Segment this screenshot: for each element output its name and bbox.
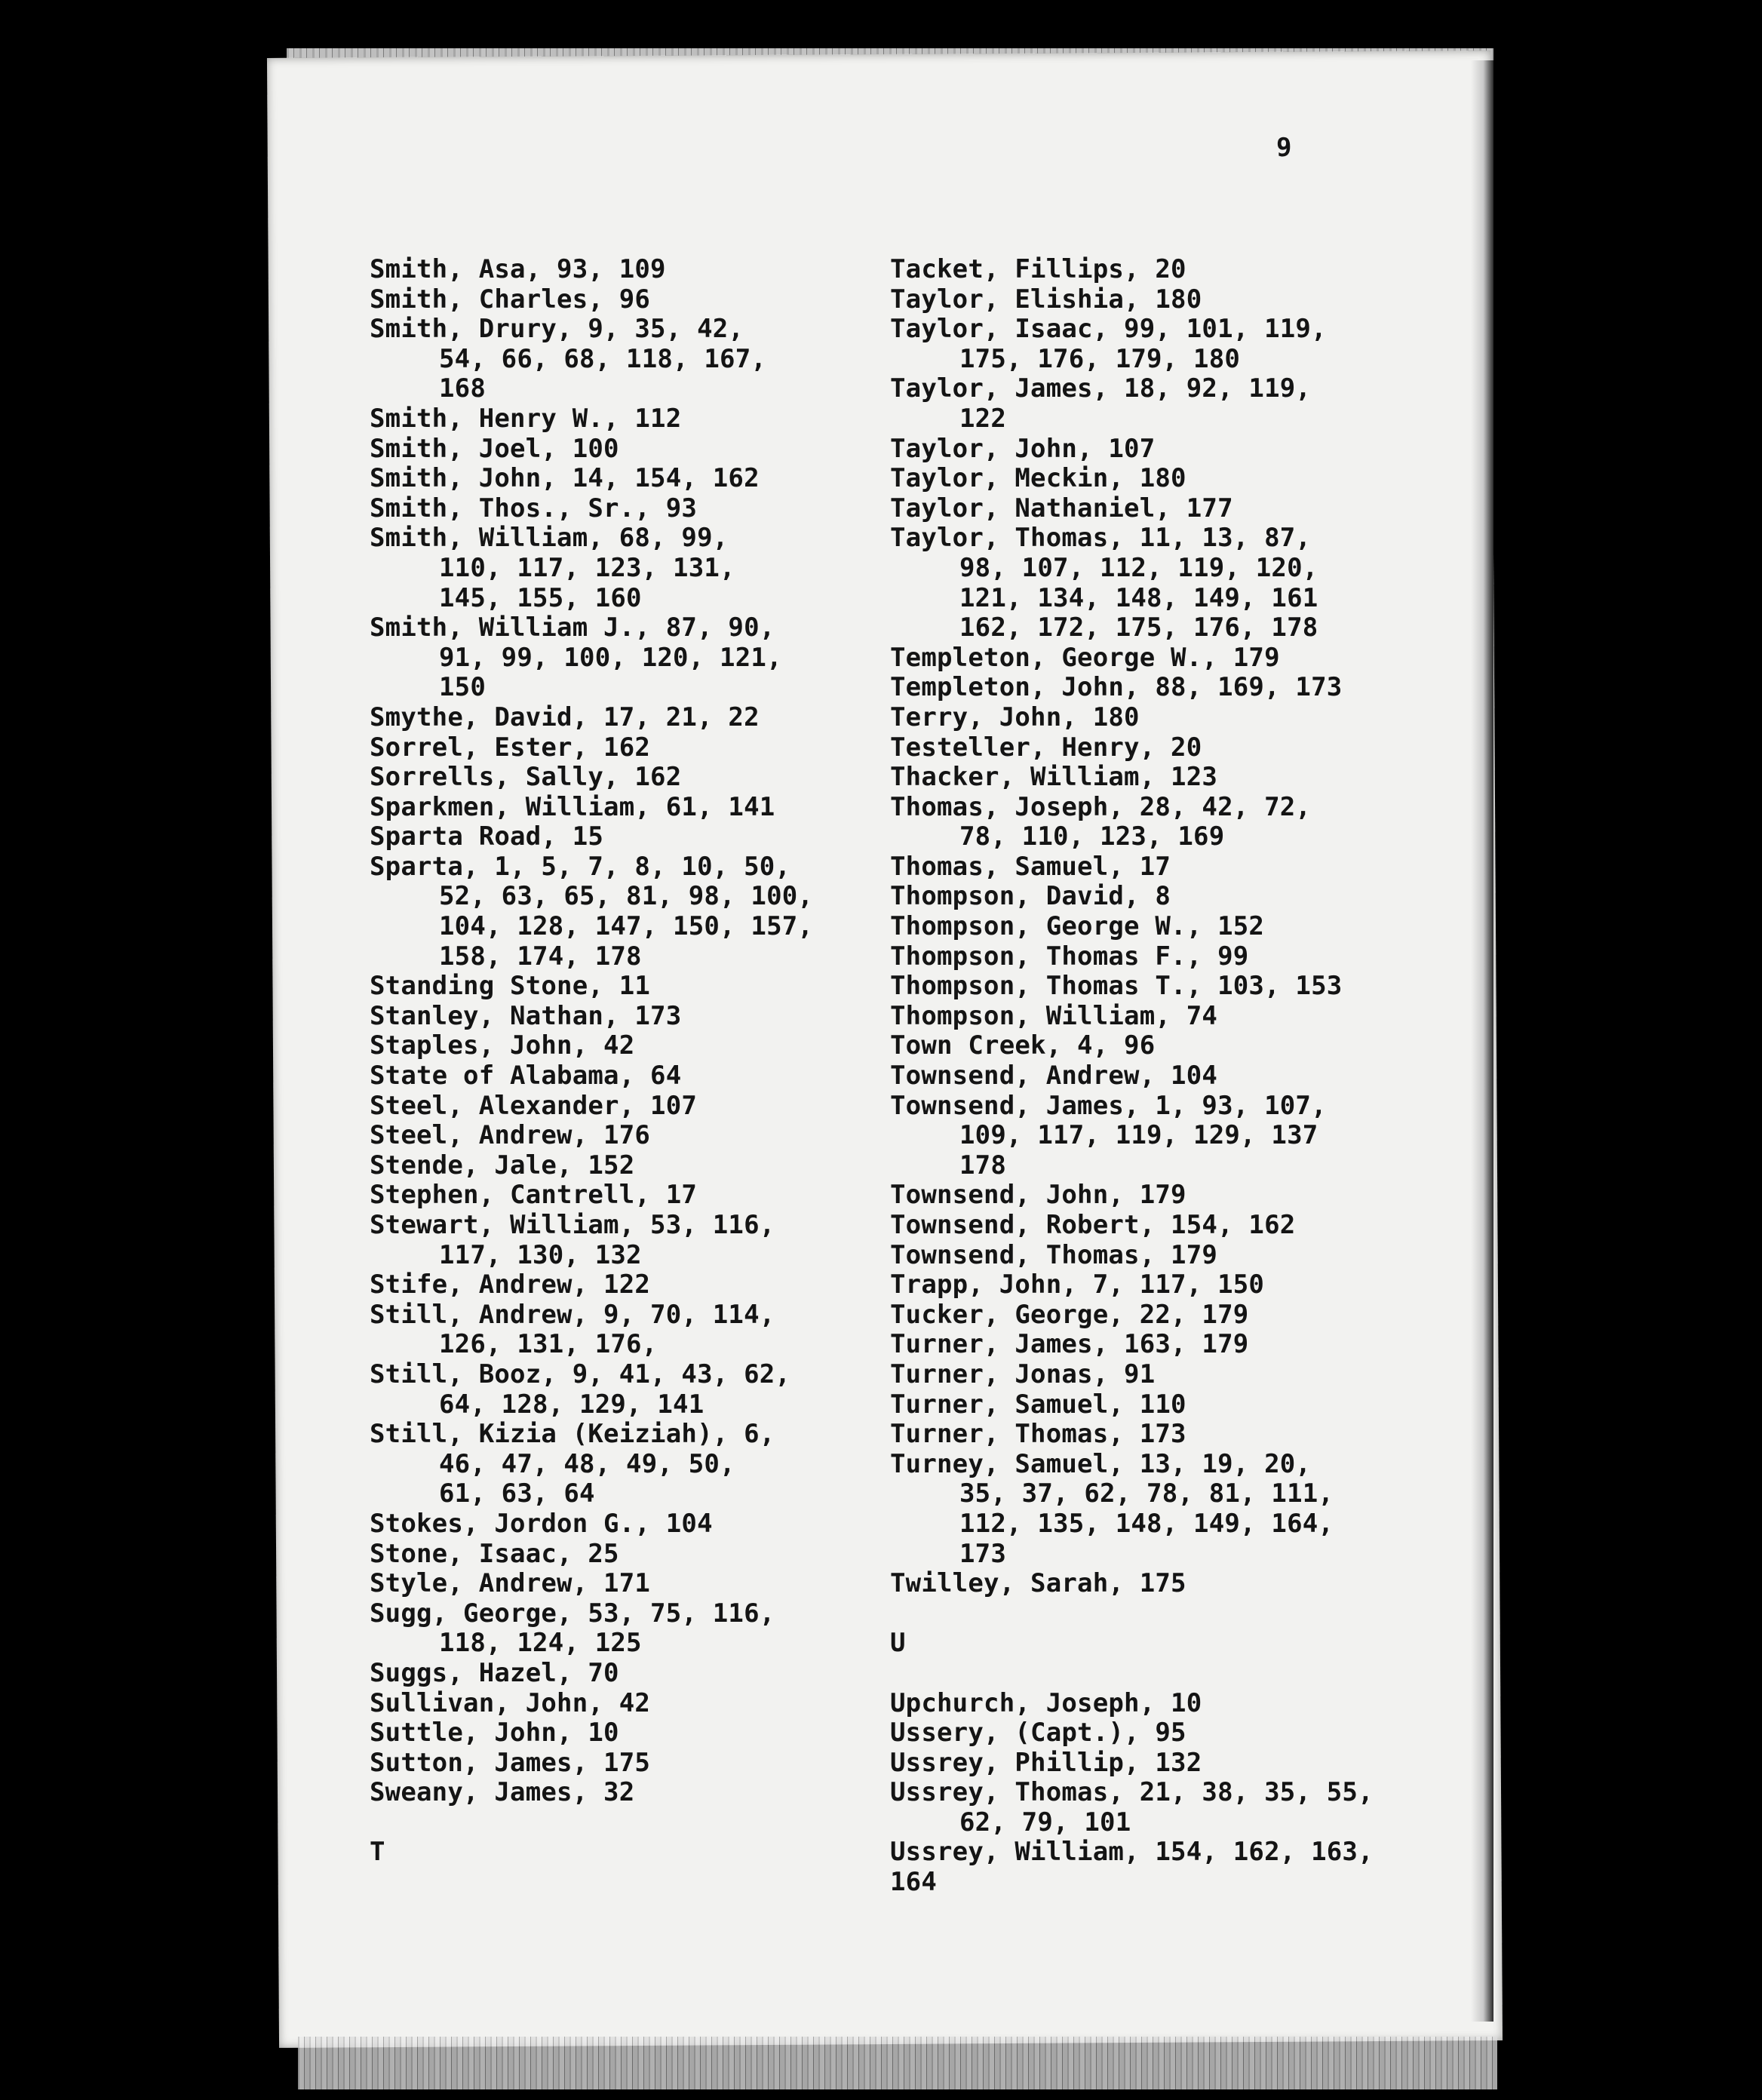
index-entry: Taylor, John, 107 <box>890 433 1156 464</box>
index-entry-continuation: 104, 128, 147, 150, 157, <box>439 911 814 942</box>
index-entry: Sullivan, John, 42 <box>370 1687 651 1718</box>
index-entry: Stife, Andrew, 122 <box>370 1270 651 1300</box>
index-entry-continuation: 109, 117, 119, 129, 137 <box>959 1120 1318 1151</box>
index-entry-continuation: 61, 63, 64 <box>439 1478 595 1509</box>
index-entry: Thacker, William, 123 <box>890 762 1218 793</box>
index-entry: Thompson, William, 74 <box>890 1000 1218 1031</box>
index-entry: Smith, Drury, 9, 35, 42, <box>370 314 744 345</box>
index-entry: Thomas, Samuel, 17 <box>890 851 1171 882</box>
index-entry: Staples, John, 42 <box>370 1030 635 1061</box>
index-entry: Stone, Isaac, 25 <box>370 1538 619 1569</box>
index-entry: Smith, Henry W., 112 <box>370 403 682 434</box>
index-column-right <box>890 255 1374 1898</box>
index-entry: Taylor, James, 18, 92, 119, <box>890 373 1312 404</box>
index-entry: Still, Andrew, 9, 70, 114, <box>370 1299 775 1330</box>
index-entry-continuation: 98, 107, 112, 119, 120, <box>959 552 1318 583</box>
index-entry: Standing Stone, 11 <box>370 971 651 1002</box>
index-entry-continuation: 117, 130, 132 <box>439 1239 642 1270</box>
index-entry: Sorrel, Ester, 162 <box>370 732 651 763</box>
index-entry: Stokes, Jordon G., 104 <box>370 1508 713 1539</box>
index-entry: Sugg, George, 53, 75, 116, <box>370 1598 775 1629</box>
section-letter-heading: T <box>370 1837 385 1868</box>
index-entry: Taylor, Thomas, 11, 13, 87, <box>890 523 1312 554</box>
index-entry-continuation: 158, 174, 178 <box>439 941 642 972</box>
index-entry: Still, Booz, 9, 41, 43, 62, <box>370 1359 791 1389</box>
index-entry: Terry, John, 180 <box>890 702 1140 732</box>
index-entry: Ussery, (Capt.), 95 <box>890 1718 1186 1748</box>
index-entry: Smith, William J., 87, 90, <box>370 612 775 643</box>
index-entry: Smith, William, 68, 99, <box>370 523 729 554</box>
index-entry: Smith, Charles, 96 <box>370 284 651 315</box>
index-entry: Stewart, William, 53, 116, <box>370 1210 775 1240</box>
index-entry-continuation: 168 <box>439 373 487 404</box>
index-entry: Thompson, Thomas T., 103, 153 <box>890 971 1343 1002</box>
index-entry: Smith, Joel, 100 <box>370 433 619 464</box>
index-entry: State of Alabama, 64 <box>370 1061 682 1091</box>
index-entry: Testeller, Henry, 20 <box>890 732 1202 763</box>
index-entry: Ussrey, William, 154, 162, 163, <box>890 1837 1374 1868</box>
index-entry: Templeton, John, 88, 169, 173 <box>890 672 1343 703</box>
index-entry: Taylor, Elishia, 180 <box>890 284 1202 315</box>
page-number: 9 <box>1276 133 1292 163</box>
index-entry-continuation: 118, 124, 125 <box>439 1628 642 1659</box>
index-entry-continuation: 178 <box>959 1150 1007 1180</box>
index-entry: Stende, Jale, 152 <box>370 1150 635 1180</box>
paper-right-edge <box>1471 60 1493 2022</box>
blank-line <box>890 1659 1374 1689</box>
index-entry: Tucker, George, 22, 179 <box>890 1299 1249 1330</box>
index-entry: Sutton, James, 175 <box>370 1747 651 1778</box>
index-entry: Tacket, Fillips, 20 <box>890 254 1186 284</box>
index-entry: Turner, Thomas, 173 <box>890 1419 1186 1450</box>
index-column-left <box>370 255 813 1868</box>
index-entry: Thomas, Joseph, 28, 42, 72, <box>890 791 1312 822</box>
index-entry: Taylor, Meckin, 180 <box>890 463 1186 494</box>
index-entry-continuation: 150 <box>439 672 487 703</box>
index-entry: Townsend, John, 179 <box>890 1180 1186 1211</box>
index-entry-continuation: 121, 134, 148, 149, 161 <box>959 582 1318 613</box>
index-entry: Twilley, Sarah, 175 <box>890 1568 1186 1599</box>
paper-bottom-edge <box>298 2037 1497 2089</box>
index-entry: Thompson, Thomas F., 99 <box>890 941 1249 972</box>
index-entry-continuation: 126, 131, 176, <box>439 1329 658 1360</box>
index-entry: Turney, Samuel, 13, 19, 20, <box>890 1448 1312 1479</box>
index-entry: Smith, John, 14, 154, 162 <box>370 463 760 494</box>
index-entry: Ussrey, Phillip, 132 <box>890 1747 1202 1778</box>
index-entry-continuation: 112, 135, 148, 149, 164, <box>959 1508 1334 1539</box>
index-entry: Turner, Jonas, 91 <box>890 1359 1156 1389</box>
index-entry-continuation: 52, 63, 65, 81, 98, 100, <box>439 881 814 912</box>
index-entry: Thompson, George W., 152 <box>890 911 1265 942</box>
index-entry: Sparta Road, 15 <box>370 821 604 852</box>
index-entry-continuation: 145, 155, 160 <box>439 582 642 613</box>
blank-line <box>370 1808 813 1838</box>
index-entry: Ussrey, Thomas, 21, 38, 35, 55, <box>890 1777 1374 1808</box>
index-entry: Taylor, Nathaniel, 177 <box>890 493 1233 523</box>
index-entry-continuation: 122 <box>959 403 1007 434</box>
index-entry: Smythe, David, 17, 21, 22 <box>370 702 760 732</box>
index-entry: Trapp, John, 7, 117, 150 <box>890 1270 1265 1300</box>
index-entry: Smith, Thos., Sr., 93 <box>370 493 698 523</box>
index-entry-continuation: 46, 47, 48, 49, 50, <box>439 1448 735 1479</box>
index-entry-continuation: 173 <box>959 1538 1007 1569</box>
index-entry: Smith, Asa, 93, 109 <box>370 254 666 284</box>
index-entry: Sparkmen, William, 61, 141 <box>370 791 775 822</box>
index-entry: Townsend, James, 1, 93, 107, <box>890 1090 1327 1121</box>
index-entry: Sparta, 1, 5, 7, 8, 10, 50, <box>370 851 791 882</box>
index-entry-continuation: 35, 37, 62, 78, 81, 111, <box>959 1478 1334 1509</box>
index-entry: Taylor, Isaac, 99, 101, 119, <box>890 314 1327 345</box>
index-entry-continuation: 64, 128, 129, 141 <box>439 1389 704 1420</box>
index-entry: Style, Andrew, 171 <box>370 1568 651 1599</box>
index-entry: Town Creek, 4, 96 <box>890 1030 1156 1061</box>
index-entry: Suggs, Hazel, 70 <box>370 1657 619 1688</box>
index-entry: 164 <box>890 1867 938 1898</box>
blank-line <box>890 1599 1374 1629</box>
index-entry: Turner, James, 163, 179 <box>890 1329 1249 1360</box>
index-entry-continuation: 54, 66, 68, 118, 167, <box>439 343 767 374</box>
index-entry: Turner, Samuel, 110 <box>890 1389 1186 1420</box>
section-letter-heading: U <box>890 1628 906 1659</box>
index-entry: Steel, Andrew, 176 <box>370 1120 651 1151</box>
index-entry-continuation: 78, 110, 123, 169 <box>959 821 1225 852</box>
index-entry-continuation: 62, 79, 101 <box>959 1807 1131 1838</box>
index-entry-continuation: 91, 99, 100, 120, 121, <box>439 642 782 673</box>
index-entry: Steel, Alexander, 107 <box>370 1090 698 1121</box>
index-entry: Still, Kizia (Keiziah), 6, <box>370 1419 775 1450</box>
index-entry: Sweany, James, 32 <box>370 1777 635 1808</box>
index-entry-continuation: 175, 176, 179, 180 <box>959 343 1241 374</box>
index-entry-continuation: 110, 117, 123, 131, <box>439 552 735 583</box>
index-entry: Upchurch, Joseph, 10 <box>890 1687 1202 1718</box>
index-entry: Stephen, Cantrell, 17 <box>370 1180 698 1211</box>
index-entry: Townsend, Robert, 154, 162 <box>890 1210 1296 1240</box>
index-entry: Templeton, George W., 179 <box>890 642 1280 673</box>
index-entry: Sorrells, Sally, 162 <box>370 762 682 793</box>
index-entry: Suttle, John, 10 <box>370 1718 619 1748</box>
index-entry-continuation: 162, 172, 175, 176, 178 <box>959 612 1318 643</box>
index-entry: Thompson, David, 8 <box>890 881 1171 912</box>
index-entry: Townsend, Thomas, 179 <box>890 1239 1218 1270</box>
index-entry: Townsend, Andrew, 104 <box>890 1061 1218 1091</box>
index-entry: Stanley, Nathan, 173 <box>370 1000 682 1031</box>
